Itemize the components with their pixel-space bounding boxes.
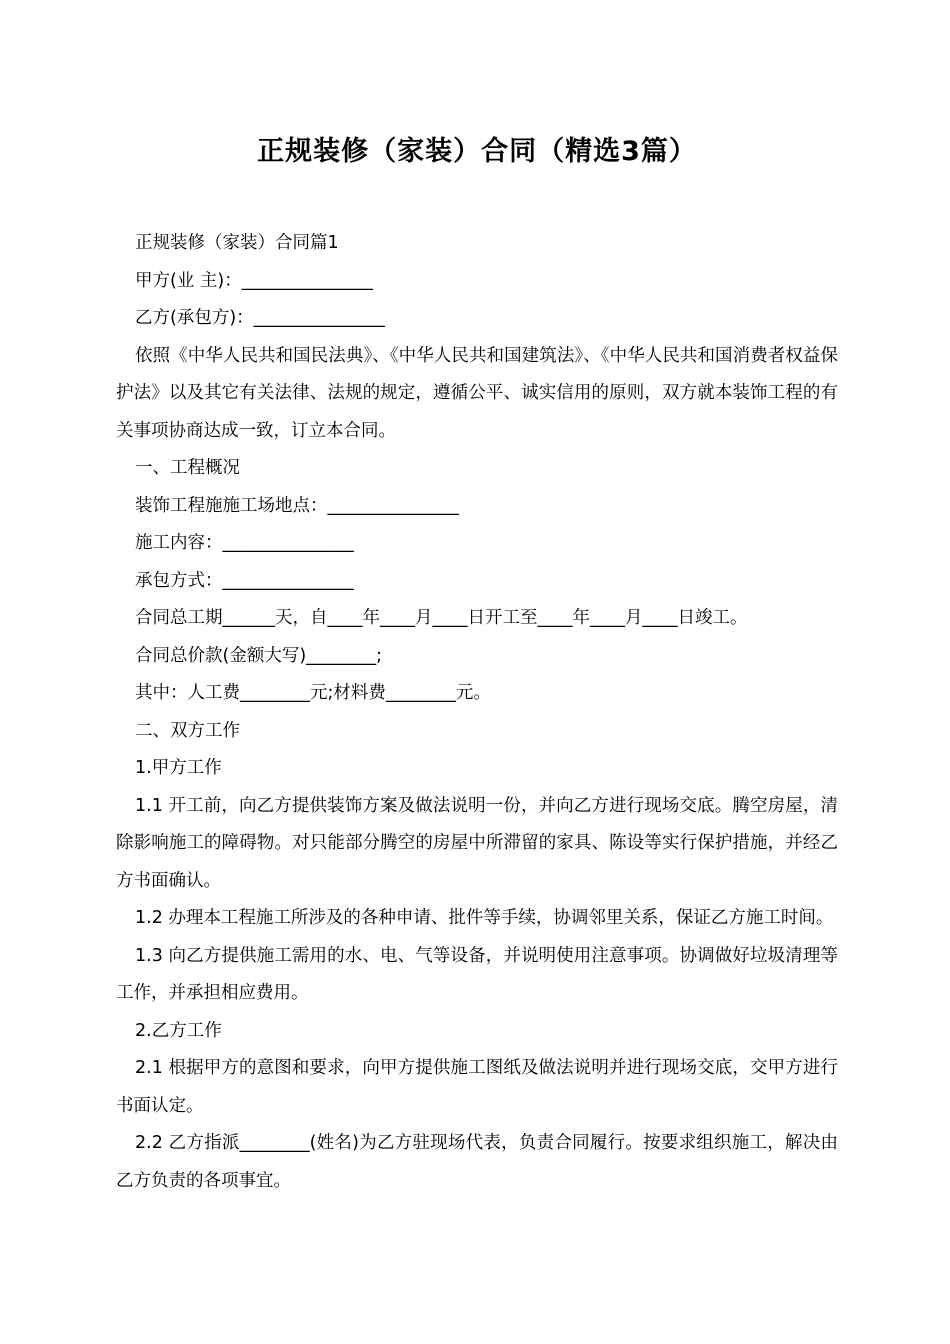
document-title: 正规装修（家装）合同（精选3篇） [257,136,697,167]
paragraph-party-b: 乙方(承包方)：_______________ [135,308,385,328]
paragraph-cost-breakdown: 其中：人工费________元;材料费________元。 [135,683,491,703]
paragraph-party-b-duties: 2.乙方工作 [135,1020,222,1041]
paragraph-total-price: 合同总价款(金额大写)________; [135,645,383,666]
document-body [116,225,838,1200]
paragraph-work-content: 施工内容：_______________ [135,533,354,553]
paragraph-heading-duties: 二、双方工作 [135,720,240,741]
paragraph-party-a-duties: 1.甲方工作 [135,758,222,778]
paragraph-party-a: 甲方(业 主)：_______________ [135,270,373,291]
paragraph-preamble: 依照《中华人民共和国民法典》、《中华人民共和国建筑法》、《中华人民共和国消费者权益保护法》以及其它有关法律、法规的规定，遵循公平、诚实信用的原则，双方就本装饰工程的有关事项协商达成一致，订立本合同。 [116,345,838,441]
paragraph-contract-mode: 承包方式：_______________ [135,570,354,591]
paragraph-clause-1-1: 1.1 开工前，向乙方提供装饰方案及做法说明一份，并向乙方进行现场交底。腾空房屋，清除影响施工的障碍物。对只能部分腾空的房屋中所滞留的家具、陈设等实行保护措施，并经乙方书面确认。 [116,795,838,891]
paragraph-section-heading: 正规装修（家装）合同篇1 [135,233,339,253]
paragraph-clause-1-2: 1.2 办理本工程施工所涉及的各种申请、批件等手续，协调邻里关系，保证乙方施工时间。 [135,908,834,928]
paragraph-duration: 合同总工期______天，自____年____月____日开工至____年____月____日竣工。 [135,608,748,628]
paragraph-clause-2-1: 2.1 根据甲方的意图和要求，向甲方提供施工图纸及做法说明并进行现场交底，交甲方进行书面认定。 [116,1058,838,1116]
paragraph-clause-2-2: 2.2 乙方指派________(姓名)为乙方驻现场代表，负责合同履行。按要求组织施工，解决由乙方负责的各项事宜。 [116,1133,838,1191]
paragraph-heading-overview: 一、工程概况 [135,458,240,478]
paragraph-clause-1-3: 1.3 向乙方提供施工需用的水、电、气等设备，并说明使用注意事项。协调做好垃圾清理等工作，并承担相应费用。 [116,945,838,1003]
paragraph-site-location: 装饰工程施施工场地点：_______________ [135,495,459,516]
